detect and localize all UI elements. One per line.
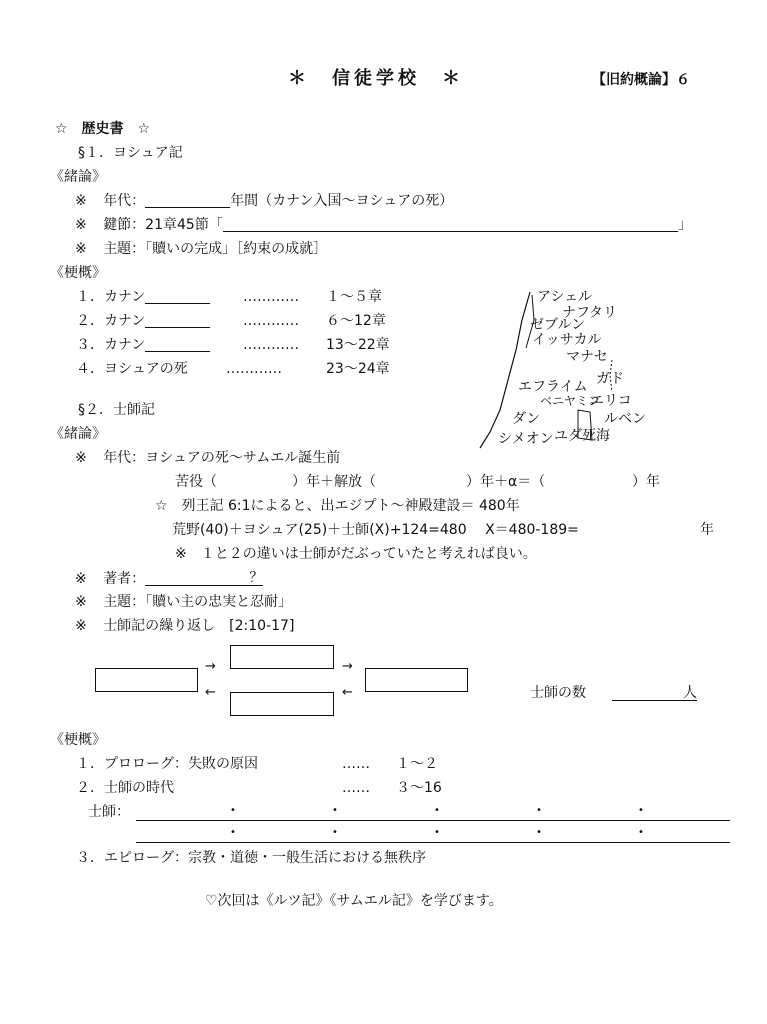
judges-summary-heading: 《梗概》	[50, 732, 106, 748]
author-question: ？	[249, 570, 264, 586]
note-mark: ※	[75, 594, 87, 610]
list-chapters: ６～12章	[326, 313, 386, 329]
list-item: ３．カナン	[76, 338, 210, 352]
epilogue-line: ３．エピローグ：宗教・道徳・一般生活における無秩序	[76, 850, 426, 866]
map-label: アシェル	[537, 289, 593, 305]
joshua-intro-heading: 《緒論》	[50, 169, 106, 185]
era-label: 年代：	[103, 193, 146, 209]
note-mark: ※	[75, 217, 87, 233]
bondage-c: ）年＋α＝（	[466, 474, 546, 490]
judges-era-row	[75, 451, 340, 465]
separator-dot: •	[230, 805, 236, 816]
arrow-right-icon: →	[342, 659, 353, 674]
key-label: 鍵節：21章45節「	[103, 217, 223, 233]
cycle-line: 士師記の繰り返し [2:10-17]	[103, 618, 295, 634]
map-label: 死海	[582, 428, 610, 444]
note-mark: ※	[75, 241, 87, 257]
judges-blank-line-1	[136, 820, 730, 821]
calc-line: 荒野(40)＋ヨシュア(25)＋士師(X)+124=480 X＝480-189=	[172, 522, 579, 538]
list-dots: …………	[226, 361, 282, 377]
list-dots: …………	[243, 337, 299, 353]
list-chapters: 23～24章	[326, 361, 390, 377]
separator-dot: •	[332, 827, 338, 838]
separator-dot: •	[332, 805, 338, 816]
separator-dot: •	[536, 827, 542, 838]
separator-dot: •	[434, 827, 440, 838]
list-dots: ……	[342, 756, 370, 772]
judge-count-row	[612, 686, 697, 701]
list-chapters: １～２	[396, 756, 438, 772]
list-dots: ……	[342, 780, 370, 796]
author-blank	[145, 571, 263, 586]
cycle-box-top	[230, 645, 334, 669]
cycle-box-bottom	[230, 692, 334, 716]
map-label: マナセ	[566, 349, 608, 365]
bondage-b: ）年＋解放（	[292, 474, 376, 490]
list-dots: …………	[243, 313, 299, 329]
map-label: イッサカル	[532, 332, 602, 348]
key-close: 」	[677, 217, 692, 233]
note-line: ※ １と２の違いは士師がだぶっていたと考えれば良い。	[175, 546, 537, 562]
map-label: ガド	[596, 371, 624, 387]
footer-note: ♡次回は《ルツ記》《サムエル記》を学びます。	[205, 893, 503, 909]
arrow-left-icon: ←	[342, 685, 353, 700]
judges-cycle-row	[75, 619, 294, 633]
judge-count-blank	[612, 686, 697, 701]
map-label: ベニヤミン	[540, 394, 601, 408]
separator-dot: •	[230, 827, 236, 838]
map-label: シメオン	[498, 431, 554, 447]
separator-dot: •	[638, 827, 644, 838]
cycle-box-right	[365, 668, 468, 692]
note-mark: ※	[75, 193, 87, 209]
list-item: ２．カナン	[76, 314, 210, 328]
list-chapters: ３～16	[396, 780, 442, 796]
arrow-right-icon: →	[205, 659, 216, 674]
map-label: ナフタリ	[562, 305, 618, 321]
theme-label: 主題：「贖いの完成」［約束の成就］	[103, 241, 328, 257]
judges-heading: §２．士師記	[78, 402, 155, 418]
map-label: ユダ	[554, 428, 582, 444]
separator-dot: •	[638, 805, 644, 816]
list-item: １．カナン	[76, 290, 210, 304]
bondage-a: 苦役（	[175, 474, 217, 490]
note-mark: ※	[75, 450, 87, 466]
judges-list-label: 士師：	[88, 804, 130, 820]
list-chapters: 13～22章	[326, 337, 390, 353]
page-title: ＊ 信徒学校 ＊	[288, 68, 464, 89]
note-mark: ※	[75, 571, 87, 587]
map-label: ルベン	[604, 411, 646, 427]
list-chapters: １～５章	[326, 289, 382, 305]
map-label: エフライム	[518, 379, 588, 395]
list-item: ４．ヨシュアの死	[76, 361, 188, 377]
judge-count-unit: 人	[683, 685, 697, 701]
judges-theme-row	[75, 595, 292, 609]
map-label: エリコ	[590, 393, 632, 409]
calc-unit: 年	[700, 522, 714, 538]
judges-era-line: 年代：ヨシュアの死～サムエル誕生前	[103, 450, 341, 466]
course-tag: 【旧約概論】６	[592, 72, 690, 88]
joshua-heading: §１．ヨシュア記	[78, 145, 183, 161]
map-label: ゼブルン	[530, 317, 586, 333]
arrow-left-icon: ←	[205, 685, 216, 700]
era-suffix: 年間（カナン入国～ヨシュアの死）	[230, 193, 454, 209]
list-item: １．プロローグ：失敗の原因	[76, 756, 258, 772]
author-label: 著者：	[103, 571, 146, 587]
separator-dot: •	[434, 805, 440, 816]
judges-intro-heading: 《緒論》	[50, 426, 106, 442]
judges-author-row	[75, 571, 263, 586]
judge-count-label: 士師の数	[530, 685, 586, 701]
list-item: ２．士師の時代	[76, 780, 174, 796]
list-dots: …………	[243, 289, 299, 305]
map-label: ダン	[512, 411, 541, 427]
section-heading: ☆ 歴史書 ☆	[55, 121, 151, 137]
star-line: ☆ 列王記 6:1によると、出エジプト～神殿建設＝ 480年	[155, 498, 520, 514]
bondage-d: ）年	[632, 474, 660, 490]
cycle-box-left	[95, 668, 198, 692]
joshua-summary-heading: 《梗概》	[50, 265, 106, 281]
separator-dot: •	[536, 805, 542, 816]
judges-blank-line-2	[136, 842, 730, 843]
judges-theme-line: 主題：「贖い主の忠実と忍耐」	[103, 594, 293, 610]
note-mark: ※	[75, 618, 87, 634]
